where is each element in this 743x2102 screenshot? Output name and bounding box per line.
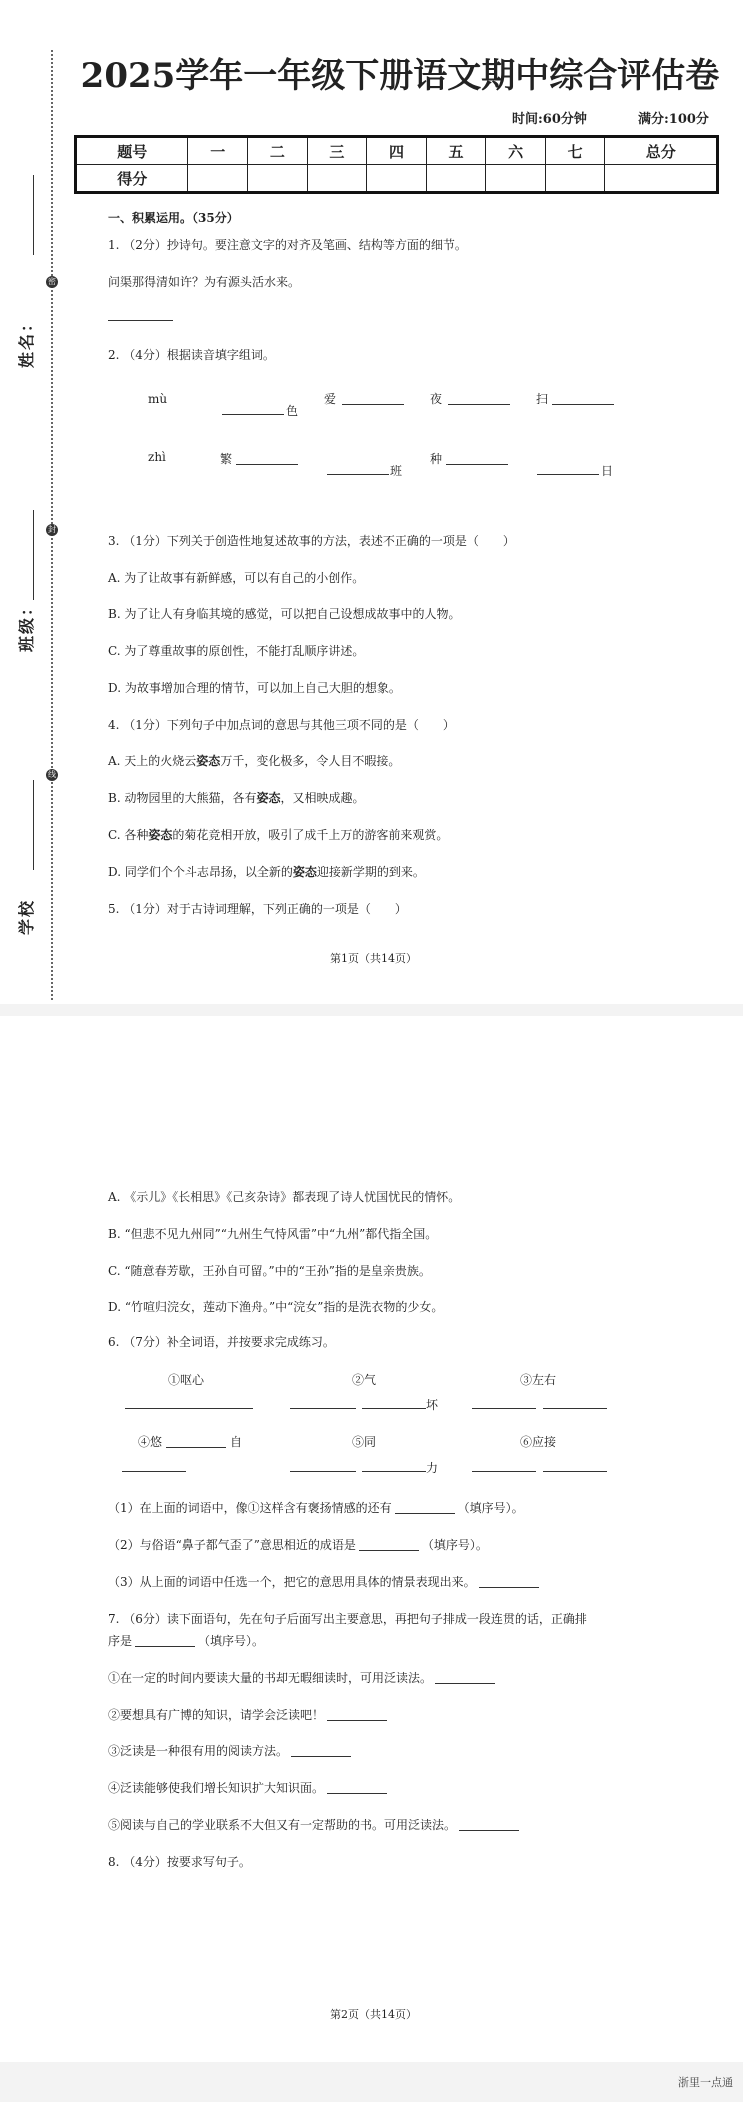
- option-text: 的菊花竞相开放，吸引了成千上万的游客前来观赏。: [172, 828, 449, 842]
- answer-blank[interactable]: [362, 1408, 426, 1409]
- seal-mark-mid: 封: [48, 525, 56, 534]
- question-7-item-2: [108, 1706, 387, 1723]
- school-underline: [33, 780, 34, 870]
- answer-blank[interactable]: [342, 404, 404, 405]
- sub-text: （3）从上面的词语中任选一个，把它的意思用具体的情景表现出来。: [108, 1575, 476, 1589]
- question-6-sub-1: [108, 1499, 524, 1516]
- watermark: 浙里一点通: [678, 2076, 733, 2089]
- question-5: 5. （1分）对于古诗词理解，下列正确的一项是（ ）: [108, 902, 407, 916]
- score-header-cell: 总分: [605, 137, 718, 165]
- answer-blank[interactable]: [537, 474, 599, 475]
- answer-blank[interactable]: [222, 414, 284, 415]
- page-footer: 第2页（共14页）: [330, 2008, 417, 2021]
- score-cell[interactable]: [188, 165, 248, 193]
- class-underline: [33, 510, 34, 600]
- question-4-option-a[interactable]: [108, 752, 400, 769]
- score-header-cell: 三: [307, 137, 367, 165]
- question-3: 3. （1分）下列关于创造性地复述故事的方法，表述不正确的一项是（ ）: [108, 534, 515, 548]
- option-text: ，又相映成趣。: [280, 791, 365, 805]
- seal-mark-bottom: 线: [48, 770, 56, 779]
- word-char: 种: [430, 452, 443, 466]
- idiom-1: ①呕心: [168, 1373, 205, 1387]
- q7-text: 序是: [108, 1634, 133, 1648]
- answer-blank[interactable]: [236, 464, 298, 465]
- answer-blank[interactable]: [122, 1471, 186, 1472]
- answer-blank[interactable]: [543, 1471, 607, 1472]
- option-text: 万千，变化极多，令人目不暇接。: [220, 754, 401, 768]
- question-5-option-c[interactable]: C. “随意春芳歇，王孙自可留。”中的“王孙”指的是皇亲贵族。: [108, 1264, 431, 1278]
- class-label: 班级：: [17, 597, 36, 652]
- pinyin-mu: mù: [148, 392, 168, 406]
- item-text: ③泛读是一种很有用的阅读方法。: [108, 1744, 289, 1758]
- item-text: ②要想具有广博的知识，请学会泛读吧！: [108, 1708, 325, 1722]
- dotted-word: 姿态: [148, 828, 173, 842]
- idiom-char: 自: [230, 1435, 243, 1449]
- dotted-word: 姿态: [196, 754, 221, 768]
- idiom-4: ④悠: [138, 1435, 163, 1449]
- answer-blank[interactable]: [327, 474, 389, 475]
- answer-blank[interactable]: [446, 464, 508, 465]
- score-cell[interactable]: [248, 165, 308, 193]
- answer-blank[interactable]: [327, 1780, 387, 1794]
- question-5-option-b[interactable]: B. “但悲不见九州同”“九州生气恃风雷”中“九州”都代指全国。: [108, 1227, 438, 1241]
- fill-suffix: （填序号）。: [457, 1501, 524, 1515]
- option-text: C. 各种: [108, 828, 149, 842]
- word-char: 色: [286, 404, 299, 418]
- question-7-item-1: [108, 1669, 495, 1686]
- answer-blank[interactable]: [448, 404, 510, 405]
- score-cell[interactable]: [307, 165, 367, 193]
- question-6-sub-3: [108, 1573, 539, 1590]
- school-label: 学校: [17, 898, 36, 935]
- name-label: 姓名：: [17, 313, 36, 368]
- score-row-label: 得分: [76, 165, 188, 193]
- score-cell[interactable]: [605, 165, 718, 193]
- question-8: 8. （4分）按要求写句子。: [108, 1855, 251, 1869]
- fill-suffix: （填序号）。: [421, 1538, 488, 1552]
- idiom-5: ⑤同: [352, 1435, 377, 1449]
- sub-text: （2）与俗语“鼻子都气歪了”意思相近的成语是: [108, 1538, 356, 1552]
- word-char: 扫: [536, 392, 549, 406]
- question-7-line-2: [108, 1632, 264, 1649]
- exam-time: 时间:60分钟: [512, 112, 587, 127]
- question-2: 2. （4分）根据读音填字组词。: [108, 348, 275, 362]
- item-text: ①在一定的时间内要读大量的书却无暇细读时，可用泛读法。: [108, 1671, 433, 1685]
- answer-blank[interactable]: [135, 1633, 195, 1647]
- answer-blank[interactable]: [543, 1408, 607, 1409]
- answer-blank[interactable]: [108, 320, 173, 321]
- exam-page-2: [0, 1016, 743, 2062]
- score-cell[interactable]: [545, 165, 605, 193]
- dotted-word: 姿态: [292, 865, 317, 879]
- score-table-score-row: [76, 165, 718, 193]
- idiom-char: 坏: [426, 1398, 439, 1412]
- question-3-option-a[interactable]: A. 为了让故事有新鲜感，可以有自己的小创作。: [108, 571, 365, 585]
- pinyin-zhi: zhì: [148, 450, 166, 464]
- answer-blank[interactable]: [291, 1743, 351, 1757]
- question-3-option-b[interactable]: B. 为了让人有身临其境的感觉，可以把自己设想成故事中的人物。: [108, 607, 461, 621]
- word-char: 日: [601, 464, 614, 478]
- answer-blank[interactable]: [395, 1500, 455, 1514]
- question-7-item-5: [108, 1816, 519, 1833]
- question-5-option-a[interactable]: A. 《示儿》《长相思》《己亥杂诗》都表现了诗人忧国忧民的情怀。: [108, 1190, 461, 1204]
- question-5-option-d[interactable]: D. “竹喧归浣女，莲动下渔舟。”中“浣女”指的是洗衣物的少女。: [108, 1300, 444, 1314]
- option-text: A. 天上的火烧云: [108, 754, 197, 768]
- answer-blank[interactable]: [472, 1471, 536, 1472]
- question-3-option-c[interactable]: C. 为了尊重故事的原创性，不能打乱顺序讲述。: [108, 644, 365, 658]
- idiom-2: ②气: [352, 1373, 377, 1387]
- sub-text: （1）在上面的词语中，像①这样含有褒扬情感的还有: [108, 1501, 392, 1515]
- seal-mark-top: 密: [48, 277, 56, 286]
- idiom-char: 力: [426, 1461, 439, 1475]
- item-text: ④泛读能够使我们增长知识扩大知识面。: [108, 1781, 325, 1795]
- question-4-option-c[interactable]: [108, 826, 448, 843]
- score-cell[interactable]: [486, 165, 546, 193]
- exam-page-1: [0, 0, 743, 1004]
- answer-blank[interactable]: [125, 1408, 253, 1409]
- word-char: 夜: [430, 392, 443, 406]
- answer-blank[interactable]: [362, 1471, 426, 1472]
- answer-blank[interactable]: [552, 404, 614, 405]
- score-header-cell: 五: [426, 137, 486, 165]
- score-table-header-row: [76, 137, 718, 165]
- answer-blank[interactable]: [166, 1447, 226, 1448]
- question-1: 1. （2分）抄诗句。要注意文字的对齐及笔画、结构等方面的细节。: [108, 238, 467, 252]
- fill-suffix: （填序号）。: [198, 1634, 265, 1648]
- answer-blank[interactable]: [327, 1707, 387, 1721]
- question-7-line-1: 7. （6分）读下面语句，先在句子后面写出主要意思，再把句子排成一段连贯的话，正确排: [108, 1612, 587, 1626]
- answer-blank[interactable]: [472, 1408, 536, 1409]
- score-cell[interactable]: [426, 165, 486, 193]
- name-underline: [33, 175, 34, 255]
- question-4-option-d[interactable]: [108, 863, 425, 880]
- score-header-cell: 四: [367, 137, 427, 165]
- question-1-poem: 问渠那得清如许？为有源头活水来。: [108, 275, 301, 289]
- option-text: D. 同学们个个斗志昂扬，以全新的: [108, 865, 293, 879]
- answer-blank[interactable]: [479, 1574, 539, 1588]
- answer-blank[interactable]: [290, 1471, 356, 1472]
- question-6: 6. （7分）补全词语，并按要求完成练习。: [108, 1335, 335, 1349]
- score-header-cell: 七: [545, 137, 605, 165]
- question-3-option-d[interactable]: D. 为故事增加合理的情节，可以加上自己大胆的想象。: [108, 681, 401, 695]
- idiom-3: ③左右: [520, 1373, 557, 1387]
- answer-blank[interactable]: [459, 1817, 519, 1831]
- exam-full-score: 满分:100分: [638, 112, 709, 127]
- answer-blank[interactable]: [290, 1408, 356, 1409]
- word-char: 爱: [324, 392, 337, 406]
- score-header-cell: 二: [248, 137, 308, 165]
- exam-title: 2025学年一年级下册语文期中综合评估卷: [80, 56, 720, 96]
- option-text: B. 动物园里的大熊猫，各有: [108, 791, 257, 805]
- question-4: 4. （1分）下列句子中加点词的意思与其他三项不同的是（ ）: [108, 718, 455, 732]
- option-text: 迎接新学期的到来。: [316, 865, 425, 879]
- word-char: 繁: [220, 452, 233, 466]
- question-6-sub-2: [108, 1536, 488, 1553]
- score-header-cell: 题号: [76, 137, 188, 165]
- score-cell[interactable]: [367, 165, 427, 193]
- score-header-cell: 六: [486, 137, 546, 165]
- page-footer: 第1页（共14页）: [330, 952, 417, 965]
- answer-blank[interactable]: [359, 1537, 419, 1551]
- score-table: [74, 135, 719, 194]
- section-heading: 一、积累运用。（35分）: [108, 211, 239, 225]
- item-text: ⑤阅读与自己的学业联系不大但又有一定帮助的书。可用泛读法。: [108, 1818, 457, 1832]
- question-7-item-4: [108, 1779, 387, 1796]
- question-4-option-b[interactable]: [108, 789, 364, 806]
- question-7-item-3: [108, 1742, 351, 1759]
- score-header-cell: 一: [188, 137, 248, 165]
- idiom-6: ⑥应接: [520, 1435, 557, 1449]
- dotted-word: 姿态: [256, 791, 281, 805]
- answer-blank[interactable]: [435, 1670, 495, 1684]
- word-char: 班: [390, 464, 403, 478]
